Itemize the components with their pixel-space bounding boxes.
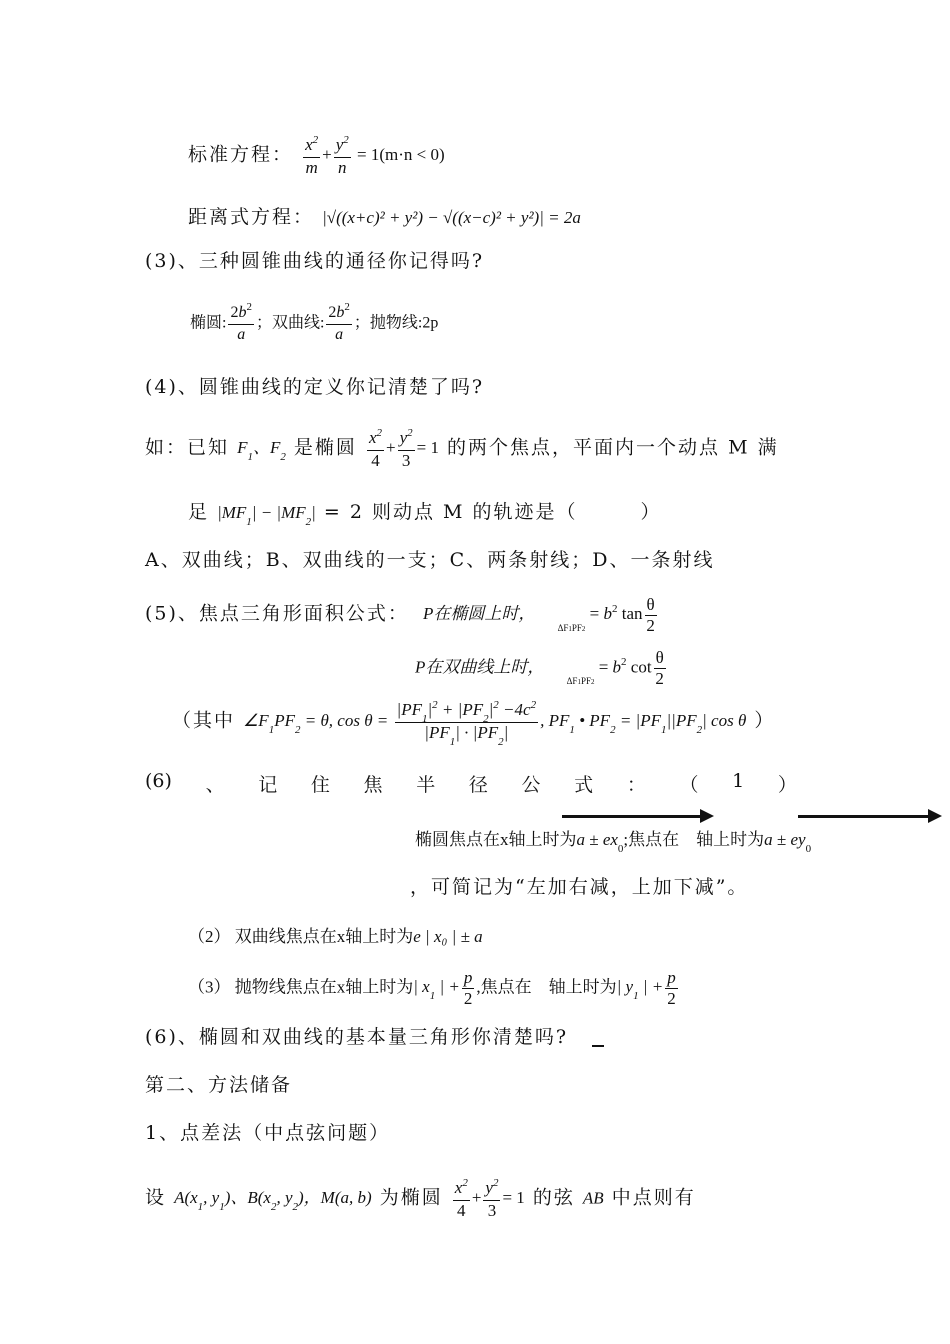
vector-arrow-1 <box>562 815 710 818</box>
points-definition: $A(x_1$, $y_1$)、$B(x_2$, $y_2$)，M(a, b) <box>174 1188 372 1214</box>
latus-rectum-question: (3)、三种圆锥曲线的通径你记得吗? <box>145 250 485 272</box>
stray-dash <box>592 1045 604 1047</box>
triangle-area-line-1: (5)、焦点三角形面积公式： P在椭圆上时， $_{\Delta F1PF2} = b^2$ tan $\frac{\theta}{2}$ <box>145 595 655 635</box>
latus-rectum-formulas: 椭圆: $\frac{2b^2}{a}$ ；双曲线: $\frac{2b^2}{a}$ ；抛物线:2p <box>190 301 439 343</box>
example-intro: 如：已知 <box>145 436 230 459</box>
triangle-area-label: (5)、焦点三角形面积公式： <box>145 602 409 625</box>
trajectory-question: = 2 则动点 M 的轨迹是（ ） <box>323 501 662 523</box>
parabola-label: ；抛物线:2p <box>353 314 439 332</box>
midpoint-chord-line: 设 $A(x_1$, $y_1$)、$B(x_2$, $y_2$)，M(a, b) 为椭圆 $\frac{x^2}{4}$ + $\frac{y^2}{3}$ = 1 的弦 AB 中点则有 <box>145 1177 696 1220</box>
angle-definition-line: （其中 $\angle F_1PF_2 = \theta$, cos θ = $\frac{|PF_1|^2 + |PF_2|^2 -4c^2}{|PF_1| \cdot |PF_2|}$ , $PF_1$ • $PF_2 = |PF_1||PF_2|$ cos θ ） <box>172 699 776 748</box>
ellipse-label: 椭圆: <box>190 314 227 332</box>
ellipse-focal-radius: 椭圆焦点在x轴上时为$a \pm ex_0$;焦点在 轴上时为$a \pm ey_0$ <box>415 830 812 855</box>
example-line-2: 足 $|MF_1| - |MF_2| = 2$ 则动点 M 的轨迹是（ ） <box>188 501 662 528</box>
example-line-1 <box>145 428 779 471</box>
vector-arrow-2 <box>798 815 938 818</box>
distance-equation-formula: |√((x+c)² + y²) − √((x−c)² + y²)| = 2a <box>322 208 581 227</box>
chord-ellipse-equation: $\frac{x^2}{4}$ + $\frac{y^2}{3}$ = 1 <box>454 1177 525 1220</box>
standard-equation-line <box>188 135 445 178</box>
hyperbola-focal-radius: （2） 双曲线焦点在x轴上时为e | x₀ | ± a <box>188 927 483 946</box>
standard-equation-label: 标准方程： <box>188 143 294 166</box>
triangle-area-line-2: P在双曲线上时， $_{\Delta F1PF2} = b^2$ cot $\frac{\theta}{2}$ <box>415 648 664 688</box>
distance-equation-line <box>188 202 581 229</box>
ellipse-case: P在椭圆上时， <box>422 604 536 624</box>
definition-question: (4)、圆锥曲线的定义你记清楚了吗? <box>145 376 485 398</box>
example-ellipse-text: 是椭圆 <box>293 436 357 459</box>
distance-equation-label: 距离式方程： <box>188 206 315 228</box>
section-heading: 第二、方法储备 <box>145 1074 293 1096</box>
mnemonic-line: ，可简记为“左加右减，上加下减”。 <box>410 876 749 898</box>
example-ellipse-equation: $\frac{x^2}{4}$ + $\frac{y^2}{3}$ = 1 <box>368 427 439 470</box>
angle-formula: $\angle F_1PF_2 = \theta$, cos θ = $\frac{|PF_1|^2 + |PF_2|^2 -4c^2}{|PF_1| \cdot |PF_2|}$ , $PF_1$ • $PF_2 = |PF_1||PF_2|$ cos θ <box>243 699 747 748</box>
example-condition: 的两个焦点，平面内一个动点 M 满 <box>447 436 779 459</box>
answer-options: A、双曲线；B、双曲线的一支；C、两条射线；D、一条射线 <box>145 549 715 571</box>
hyperbola-label: ；双曲线: <box>255 314 325 332</box>
distance-difference: $|MF_1| - |MF_2|$ <box>217 503 316 528</box>
parabola-focal-radius: （3） 抛物线焦点在x轴上时为| $x_1$ | + $\frac{p}{2}$ ,焦点在 轴上时为| $y_1$ | + $\frac{p}{2}$ <box>188 968 676 1008</box>
hyperbola-case: P在双曲线上时， <box>415 657 545 677</box>
method-heading: 1、点差法（中点弦问题） <box>145 1122 391 1144</box>
standard-equation-formula: $\frac{x^2}{m}$ + $\frac{y^2}{n}$ = 1(m·n < 0) <box>305 134 445 177</box>
foci-symbols: $F_1$、$F_2$ <box>237 438 286 464</box>
basic-triangle-question: (6)、椭圆和双曲线的基本量三角形你清楚吗? <box>145 1026 569 1048</box>
focal-radius-heading: (6) 、 记 住 焦 半 径 公 式 ： （ 1 ） <box>145 770 797 796</box>
